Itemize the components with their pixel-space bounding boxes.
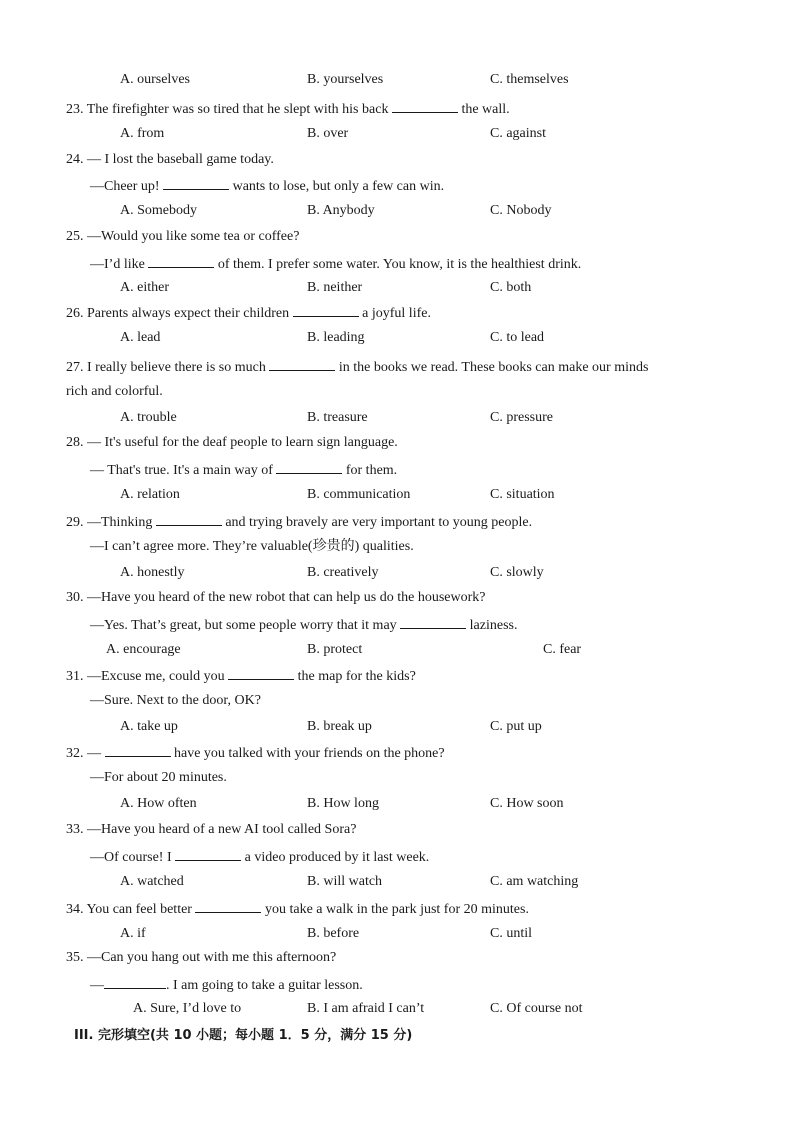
q32-stem-pre: 32. — [66, 746, 101, 761]
q27-option-b: B. treasure [307, 410, 368, 425]
q26-option-a: A. lead [120, 330, 161, 345]
q31-blank [228, 666, 294, 680]
q32-line2: —For about 20 minutes. [90, 770, 227, 785]
q34-blank [195, 899, 261, 913]
q33-option-a: A. watched [120, 874, 184, 889]
q32-blank [105, 743, 171, 757]
q29-line2: —I can’t agree more. They’re valuable(珍贵的) qualities. [90, 539, 414, 554]
q30-option-a: A. encourage [106, 642, 181, 657]
q26-stem [66, 303, 431, 323]
q29-stem-pre: 29. —Thinking [66, 515, 153, 530]
q29-option-a: A. honestly [120, 565, 185, 580]
q28-option-a: A. relation [120, 487, 180, 502]
section-3-heading: III. 完形填空(共 10 小题；每小题 1．5 分，满分 15 分) [74, 1028, 413, 1043]
q26-blank [293, 303, 359, 317]
q23-blank [392, 99, 458, 113]
q29-stem [66, 512, 532, 532]
q25-line1: 25. —Would you like some tea or coffee? [66, 229, 300, 244]
q23-stem-pre: 23. The firefighter was so tired that he slept with his back [66, 102, 389, 117]
q25-option-b: B. neither [307, 280, 363, 295]
q29-blank [156, 512, 222, 526]
q26-option-c: C. to lead [490, 330, 545, 345]
q25-line2 [90, 254, 581, 274]
q35-line1: 35. —Can you hang out with me this afternoon? [66, 950, 337, 965]
q35-line2-pre: — [90, 978, 104, 993]
q35-line2 [90, 975, 363, 995]
q32-option-a: A. How often [120, 796, 197, 811]
q22-option-a: A. ourselves [120, 72, 190, 87]
q30-blank [400, 615, 466, 629]
q23-option-c: C. against [490, 126, 546, 141]
q30-line2-pre: —Yes. That’s great, but some people worry that it may [90, 618, 397, 633]
q24-line2-pre: —Cheer up! [90, 179, 160, 194]
q31-stem-post: the map for the kids? [297, 669, 416, 684]
q31-option-a: A. take up [120, 719, 178, 734]
q33-option-b: B. will watch [307, 874, 383, 889]
q27-stem [66, 357, 648, 377]
q22-option-c: C. themselves [490, 72, 569, 87]
q30-line2-post: laziness. [469, 618, 518, 633]
q28-option-c: C. situation [490, 487, 555, 502]
q33-line2 [90, 847, 429, 867]
q28-line2-pre: — That's true. It's a main way of [90, 463, 273, 478]
q23-stem-post: the wall. [461, 102, 510, 117]
q32-option-b: B. How long [307, 796, 379, 811]
q24-option-c: C. Nobody [490, 203, 552, 218]
q31-stem [66, 666, 416, 686]
q27-option-a: A. trouble [120, 410, 177, 425]
q34-stem-post: you take a walk in the park just for 20 minutes. [264, 902, 529, 917]
q30-line1: 30. —Have you heard of the new robot that can help us do the housework? [66, 590, 486, 605]
q25-line2-post: of them. I prefer some water. You know, it is the healthiest drink. [217, 257, 582, 272]
q30-option-c: C. fear [543, 642, 582, 657]
q31-line2: —Sure. Next to the door, OK? [90, 693, 261, 708]
q23-stem [66, 99, 510, 119]
q26-stem-pre: 26. Parents always expect their children [66, 306, 290, 321]
q28-option-b: B. communication [307, 487, 411, 502]
q35-option-b: B. I am afraid I can’t [307, 1001, 425, 1016]
q24-option-a: A. Somebody [120, 203, 197, 218]
q34-option-c: C. until [490, 926, 533, 941]
q30-option-b: B. protect [307, 642, 363, 657]
q29-option-c: C. slowly [490, 565, 544, 580]
q33-line2-post: a video produced by it last week. [244, 850, 430, 865]
q24-option-b: B. Anybody [307, 203, 375, 218]
q26-stem-post: a joyful life. [362, 306, 431, 321]
q35-option-c: C. Of course not [490, 1001, 583, 1016]
q30-line2 [90, 615, 518, 635]
q34-option-a: A. if [120, 926, 146, 941]
q32-stem [66, 743, 445, 763]
q24-line2 [90, 176, 444, 196]
q28-blank [276, 460, 342, 474]
q34-stem-pre: 34. You can feel better [66, 902, 192, 917]
q26-option-b: B. leading [307, 330, 365, 345]
q27-stem-post: in the books we read. These books can make our minds [338, 360, 649, 375]
q27-option-c: C. pressure [490, 410, 553, 425]
q35-line2-post: . I am going to take a guitar lesson. [166, 978, 363, 993]
q33-line1: 33. —Have you heard of a new AI tool called Sora? [66, 822, 357, 837]
q24-blank [163, 176, 229, 190]
q34-option-b: B. before [307, 926, 360, 941]
q31-option-c: C. put up [490, 719, 542, 734]
q31-option-b: B. break up [307, 719, 372, 734]
q25-blank [148, 254, 214, 268]
q28-line1: 28. — It's useful for the deaf people to learn sign language. [66, 435, 398, 450]
q28-line2-post: for them. [345, 463, 398, 478]
q33-blank [175, 847, 241, 861]
q24-line1: 24. — I lost the baseball game today. [66, 152, 274, 167]
q32-option-c: C. How soon [490, 796, 564, 811]
q31-stem-pre: 31. —Excuse me, could you [66, 669, 225, 684]
q33-line2-pre: —Of course! I [90, 850, 172, 865]
q29-stem-post: and trying bravely are very important to young people. [225, 515, 533, 530]
q25-option-a: A. either [120, 280, 169, 295]
q28-line2 [90, 460, 397, 480]
q27-stem-pre: 27. I really believe there is so much [66, 360, 266, 375]
q22-option-b: B. yourselves [307, 72, 384, 87]
q24-line2-post: wants to lose, but only a few can win. [232, 179, 445, 194]
q29-option-b: B. creatively [307, 565, 379, 580]
q35-option-a: A. Sure, I’d love to [133, 1001, 242, 1016]
q27-line2: rich and colorful. [66, 384, 163, 399]
q34-stem [66, 899, 529, 919]
q23-option-a: A. from [120, 126, 165, 141]
q25-line2-pre: —I’d like [90, 257, 145, 272]
q32-stem-post: have you talked with your friends on the phone? [174, 746, 445, 761]
q35-blank [104, 975, 166, 989]
q33-option-c: C. am watching [490, 874, 579, 889]
q23-option-b: B. over [307, 126, 349, 141]
q25-option-c: C. both [490, 280, 532, 295]
q27-blank [269, 357, 335, 371]
